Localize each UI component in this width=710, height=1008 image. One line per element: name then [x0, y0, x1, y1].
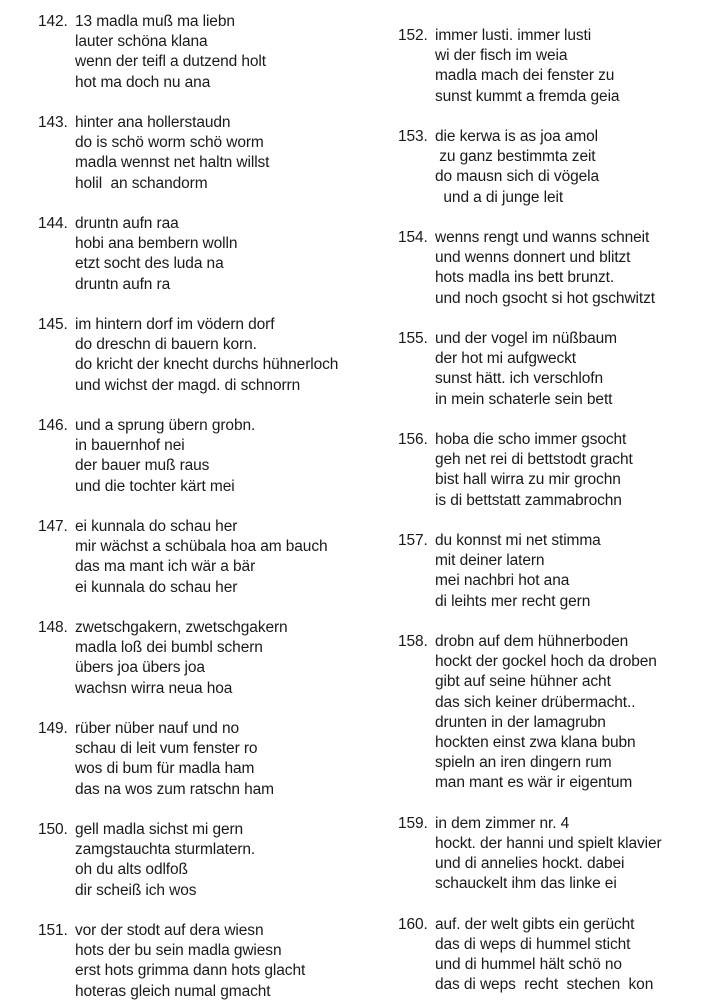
verse-line: hobi ana bembern wolln: [75, 235, 238, 253]
verse: [38, 820, 358, 901]
verse: [38, 416, 358, 497]
verse-lines: [435, 329, 708, 410]
verse-line: übers joa übers joa: [75, 659, 205, 677]
verse: [398, 329, 708, 410]
verse-number: 142.: [38, 13, 68, 30]
verse-line: und noch gsocht si hot gschwitzt: [435, 289, 655, 307]
verse-line: das na wos zum ratschn ham: [75, 780, 274, 798]
verse-line: hockt der gockel hoch da droben: [435, 653, 657, 671]
verse-number: 153.: [398, 128, 428, 145]
verse: [38, 517, 358, 598]
verse-line: do kricht der knecht durchs hühnerloch: [75, 356, 339, 374]
verse-lines: [435, 531, 708, 612]
verse-line: zamgstauchta sturmlatern.: [75, 841, 256, 859]
verse-line: das di weps di hummel sticht: [435, 936, 631, 954]
verse-line: der bauer muß raus: [75, 457, 210, 475]
verse-line: sunst kummt a fremda geia: [435, 87, 620, 105]
verse-line: auf. der welt gibts ein gerücht: [435, 915, 635, 933]
verse-line: erst hots grimma dann hots glacht: [75, 962, 306, 980]
verse-line: di leihts mer recht gern: [435, 592, 591, 610]
verse-number: 152.: [398, 27, 428, 44]
verse-lines: [435, 26, 708, 107]
verse-line: und wichst der magd. di schnorrn: [75, 376, 301, 394]
verse: [38, 618, 358, 699]
verse-lines: [435, 127, 708, 208]
verse: [38, 214, 358, 295]
verse-line: das di weps recht stechen kon: [435, 976, 654, 994]
verse: [38, 315, 358, 396]
verse-line: und a di junge leit: [435, 188, 564, 206]
verse: [38, 719, 358, 800]
verse-column-left: [38, 12, 358, 1008]
verse-line: und wenns donnert und blitzt: [435, 249, 631, 267]
verse-lines: [435, 814, 708, 895]
verse-line: drobn auf dem hühnerboden: [435, 633, 629, 650]
verse-line: und a sprung übern grobn.: [75, 417, 256, 434]
verse-line: hockt. der hanni und spielt klavier: [435, 835, 662, 853]
verse-line: lauter schöna klana: [75, 33, 208, 51]
verse-line: gell madla sichst mi gern: [75, 821, 244, 838]
verse-line: drunten in der lamagrubn: [435, 713, 606, 731]
verse-line: in mein schaterle sein bett: [435, 390, 613, 408]
verse-line: oh du alts odlfoß: [75, 861, 188, 879]
verse-line: und di hummel hält schö no: [435, 956, 622, 974]
verse-line: is di bettstatt zammabrochn: [435, 491, 622, 509]
verse-line: zu ganz bestimmta zeit: [435, 148, 596, 166]
verse-number: 160.: [398, 915, 428, 933]
verse-line: hot ma doch nu ana: [75, 73, 211, 91]
verse-line: druntn aufn ra: [75, 275, 171, 293]
verse-line: wi der fisch im weia: [435, 47, 568, 65]
verse: [398, 814, 708, 895]
verse-number: 148.: [38, 619, 68, 636]
verse-number: 157.: [398, 532, 428, 549]
verse-line: und di annelies hockt. dabei: [435, 855, 625, 873]
verse-line: das sich keiner drübermacht..: [435, 693, 636, 711]
verse-lines: [75, 12, 358, 93]
verse-number: 146.: [38, 417, 68, 434]
verse-lines: [75, 921, 358, 1002]
verse-lines: [435, 915, 708, 996]
verse: [398, 915, 708, 996]
verse-lines: [75, 214, 358, 295]
verse-number: 144.: [38, 215, 68, 232]
verse-line: wenns rengt und wanns schneit: [435, 229, 650, 246]
verse-line: wenn der teifl a dutzend holt: [75, 53, 266, 71]
verse-line: dir scheiß ich wos: [75, 881, 197, 899]
verse-line: do dreschn di bauern korn.: [75, 336, 257, 354]
verse-line: do is schö worm schö worm: [75, 134, 264, 152]
verse-line: mir wächst a schübala hoa am bauch: [75, 538, 328, 556]
verse-line: und die tochter kärt mei: [75, 477, 235, 495]
verse-line: ei kunnala do schau her: [75, 578, 238, 596]
verse-line: gibt auf seine hühner acht: [435, 673, 611, 691]
verse-line: hots madla ins bett brunzt.: [435, 269, 615, 287]
verse-number: 156.: [398, 431, 428, 448]
verse: [398, 632, 708, 794]
verse-number: 155.: [398, 330, 428, 347]
verse-lines: [75, 517, 358, 598]
verse-column-right: [398, 26, 708, 1008]
verse-line: in bauernhof nei: [75, 437, 185, 455]
verse-line: sunst hätt. ich verschlofn: [435, 370, 603, 388]
verse-line: der hot mi aufgweckt: [435, 350, 577, 368]
verse-line: immer lusti. immer lusti: [435, 27, 592, 44]
verse-line: bist hall wirra zu mir grochn: [435, 471, 621, 489]
verse-line: im hintern dorf im vödern dorf: [75, 316, 275, 333]
verse-number: 150.: [38, 821, 68, 838]
verse-line: in dem zimmer nr. 4: [435, 814, 570, 832]
verse: [38, 921, 358, 1002]
verse-line: die kerwa is as joa amol: [435, 128, 599, 145]
verse-line: und der vogel im nüßbaum: [435, 330, 617, 347]
verse-line: hoteras gleich numal gmacht: [75, 982, 271, 1000]
verse-line: ei kunnala do schau her: [75, 518, 238, 535]
verse-line: 13 madla muß ma liebn: [75, 13, 235, 30]
verse: [398, 228, 708, 309]
verse-lines: [75, 820, 358, 901]
verse-line: madla mach dei fenster zu: [435, 67, 615, 85]
verse-line: rüber nüber nauf und no: [75, 720, 240, 737]
verse-line: madla loß dei bumbl schern: [75, 639, 263, 657]
verse-number: 149.: [38, 720, 68, 737]
verse-line: schau di leit vum fenster ro: [75, 740, 258, 758]
verse: [38, 113, 358, 194]
verse-line: du konnst mi net stimma: [435, 532, 601, 549]
verse-line: etzt socht des luda na: [75, 255, 224, 273]
verse-line: hockten einst zwa klana bubn: [435, 734, 636, 752]
verse-number: 143.: [38, 114, 68, 131]
verse-number: 158.: [398, 633, 428, 650]
verse-number: 145.: [38, 316, 68, 333]
verse-line: das ma mant ich wär a bär: [75, 558, 256, 576]
verse: [398, 127, 708, 208]
verse-line: zwetschgakern, zwetschgakern: [75, 619, 288, 636]
verse-lines: [75, 719, 358, 800]
verse-line: man mant es wär ir eigentum: [435, 774, 633, 792]
verse-line: do mausn sich di vögela: [435, 168, 599, 186]
verse-lines: [75, 618, 358, 699]
verse: [38, 12, 358, 93]
verse-line: holil an schandorm: [75, 174, 208, 192]
verse-line: mei nachbri hot ana: [435, 572, 570, 590]
verse: [398, 430, 708, 511]
verse-lines: [75, 416, 358, 497]
verse-line: vor der stodt auf dera wiesn: [75, 922, 264, 939]
verse-line: geh net rei di bettstodt gracht: [435, 451, 633, 469]
verse-lines: [435, 228, 708, 309]
verse-lines: [435, 430, 708, 511]
verse-lines: [75, 315, 358, 396]
verse-line: madla wennst net haltn willst: [75, 154, 270, 172]
verse-line: schauckelt ihm das linke ei: [435, 875, 617, 893]
verse-line: wachsn wirra neua hoa: [75, 679, 233, 697]
verse-number: 147.: [38, 518, 68, 535]
verse-lines: [75, 113, 358, 194]
verse-line: spieln an iren dingern rum: [435, 754, 612, 772]
verse-line: wos di bum für madla ham: [75, 760, 255, 778]
verse-line: mit deiner latern: [435, 552, 545, 570]
verse-line: druntn aufn raa: [75, 215, 179, 232]
verse-number: 154.: [398, 229, 428, 246]
verse-number: 151.: [38, 922, 68, 939]
verse-line: hinter ana hollerstaudn: [75, 114, 231, 131]
verse: [398, 26, 708, 107]
verse-number: 159.: [398, 814, 428, 832]
verse: [398, 531, 708, 612]
verse-lines: [435, 632, 708, 794]
verse-line: hoba die scho immer gsocht: [435, 431, 627, 448]
verse-line: hots der bu sein madla gwiesn: [75, 942, 282, 960]
